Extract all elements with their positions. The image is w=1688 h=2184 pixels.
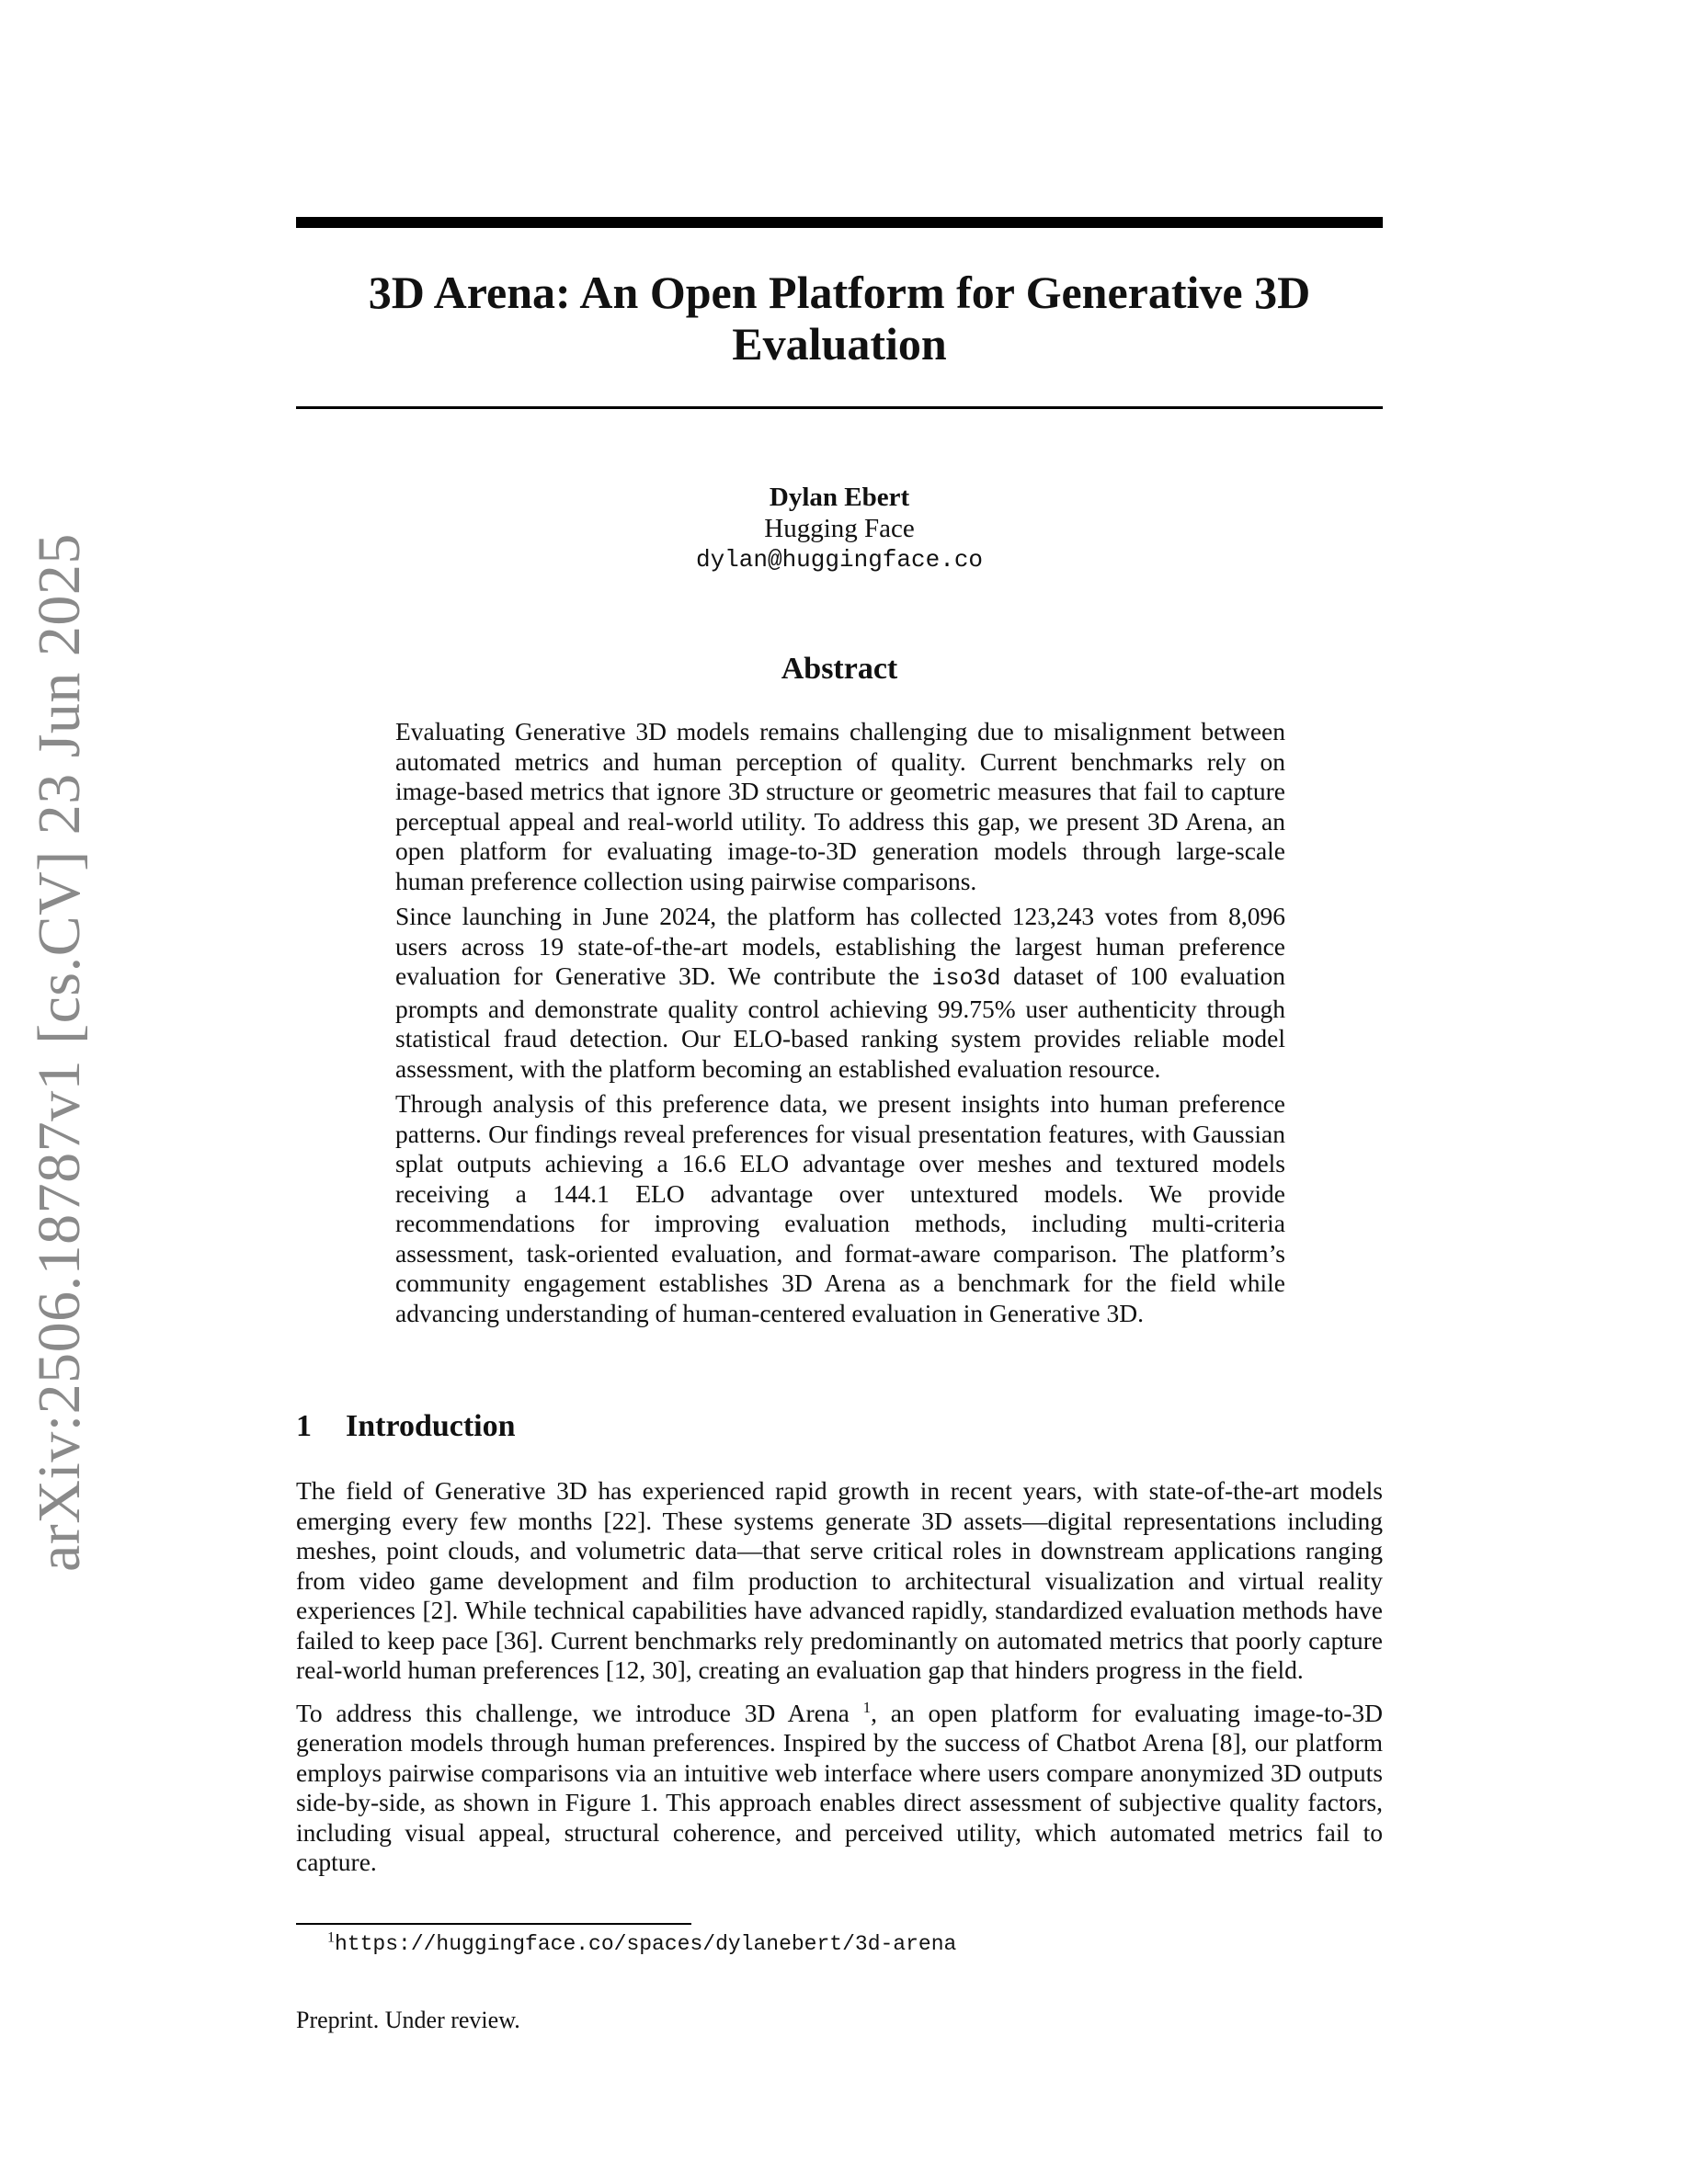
abstract-p2-text-b: dataset of 100 evaluation prompts and demonstrate quality control achieving 99.75% user authenticity through statistical fraud detection. Our ELO-based ranking system provides reliable model assessment, with the platform becoming an established evaluation resource. [395, 961, 1286, 1083]
paper-title [296, 267, 1383, 370]
footnote-marker[interactable]: 1 [862, 1698, 872, 1716]
title-bottom-rule [296, 406, 1383, 409]
section-heading-introduction [296, 1408, 1383, 1445]
preprint-note: Preprint. Under review. [296, 2007, 520, 2033]
title-line-2: Evaluation [732, 318, 947, 370]
footnote [327, 1930, 1385, 1958]
abstract-paragraph-2 [395, 902, 1285, 1084]
abstract-heading: Abstract [781, 652, 898, 686]
arxiv-identifier: arXiv:2506.18787v1 [cs.CV] 23 Jun 2025 [26, 533, 93, 1572]
dataset-name-code: iso3d [931, 965, 1001, 992]
intro-p2-text-b: , an open platform for evaluating image-to-3D generation models through human preferences. Inspired by the success of Chatbot Arena [8], our platform employs pairwise comparisons via an intuitive web interface where users compare anonymized 3D outputs side-by-side, as shown in Figure 1. This approach enables direct assessment of subjective quality factors, including visual appeal, structural coherence, and perceived utility, which automated metrics fail to capture. [296, 1698, 1383, 1876]
abstract-p2-text-a: Since launching in June 2024, the platform has collected 123,243 votes from 8,096 users across 19 state-of-the-art models, establishing the largest human preference evaluation for Generative 3D. We contribute the [395, 902, 1285, 990]
section-title: Introduction [346, 1409, 516, 1443]
footnote-number: 1 [327, 1929, 335, 1946]
introduction-body [296, 1476, 1383, 1891]
title-line-1: 3D Arena: An Open Platform for Generative 3D [368, 267, 1311, 318]
intro-p2-text-a: To address this challenge, we introduce 3D Arena [296, 1698, 863, 1727]
footnote-divider [296, 1923, 691, 1925]
intro-paragraph-1: The field of Generative 3D has experienced rapid growth in recent years, with state-of-the-art models emerging every few months [22]. These systems generate 3D assets—digital representations including meshes, point clouds, and volumetric data—that serve critical roles in downstream applications ranging from video game development and film production to architectural visualization and virtual reality experiences [2]. While technical capabilities have advanced rapidly, standardized evaluation methods have failed to keep pace [36]. Current benchmarks rely predominantly on automated metrics that poorly capture real-world human preferences [12, 30], creating an evaluation gap that hinders progress in the field. [296, 1476, 1383, 1684]
title-top-rule [296, 217, 1383, 228]
abstract-body [395, 717, 1285, 1334]
section-number: 1 [296, 1409, 312, 1443]
intro-paragraph-2 [296, 1699, 1383, 1878]
abstract-paragraph-3: Through analysis of this preference data, we present insights into human preference patterns. Our findings reveal preferences for visual presentation features, with Gaussian splat outputs achieving a 16.6 ELO advantage over meshes and textured models receiving a 144.1 ELO advantage over untextured models. We provide recommendations for improving evaluation methods, including multi-criteria assessment, task-oriented evaluation, and format-aware comparison. The platform’s community engagement establishes 3D Arena as a benchmark for the field while advancing understanding of human-centered evaluation in Generative 3D. [395, 1089, 1285, 1327]
author-affiliation: Hugging Face [764, 514, 915, 543]
author-name: Dylan Ebert [769, 483, 910, 512]
footnote-url[interactable]: https://huggingface.co/spaces/dylanebert/3d-arena [335, 1932, 957, 1956]
abstract-paragraph-1: Evaluating Generative 3D models remains challenging due to misalignment between automated metrics and human perception of quality. Current benchmarks rely on image-based metrics that ignore 3D structure or geometric measures that fail to capture perceptual appeal and real-world utility. To address this gap, we present 3D Arena, an open platform for evaluating image-to-3D generation models through large-scale human preference collection using pairwise comparisons. [395, 717, 1285, 895]
author-email[interactable]: dylan@huggingface.co [695, 546, 984, 574]
author-block [296, 482, 1383, 575]
